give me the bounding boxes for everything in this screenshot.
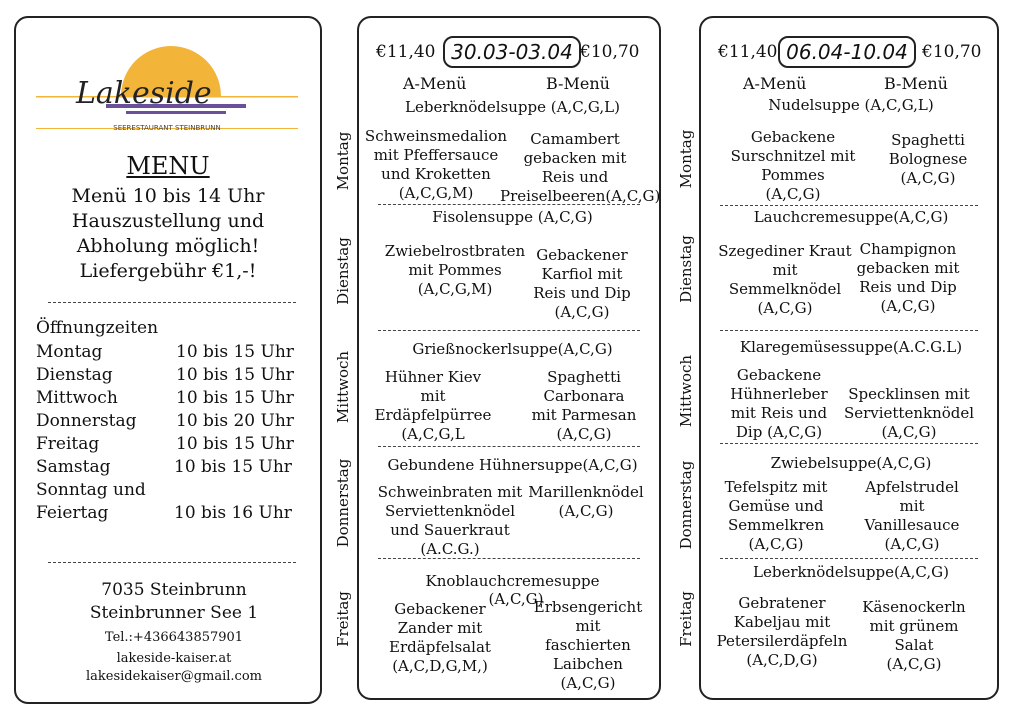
week1-b-dish: [522, 368, 646, 444]
week2-b-dish: [852, 478, 972, 554]
week1-day-label: Donnerstag: [334, 458, 352, 548]
hours-row: [36, 456, 306, 479]
hours-time: 10 bis 15 Uhr: [176, 434, 294, 454]
lakeside-logo: [36, 38, 298, 138]
dish-line: (A,C,G,L: [401, 425, 465, 443]
dish-line: Kabeljau mit: [733, 613, 831, 631]
hours-time: 10 bis 16 Uhr: [174, 503, 292, 523]
dish-line: Camambert: [530, 130, 620, 148]
week2-soup: Leberknödelsuppe(A,C,G): [753, 563, 949, 581]
logo-text: Lakeside: [76, 76, 212, 111]
week1-day-label: Freitag: [334, 591, 352, 647]
dish-line: (A,C,G): [880, 297, 936, 315]
dish-line: (A,C,G): [556, 425, 612, 443]
week2-a-dish: [712, 242, 858, 318]
dish-line: Salat: [894, 636, 934, 654]
dish-line: Champignon: [859, 240, 957, 258]
dish-line: Surschnitzel mit: [730, 147, 856, 165]
dish-line: mit Pfeffersauce: [373, 146, 499, 164]
dish-line: Spaghetti: [547, 368, 621, 386]
dish-line: Gebackener: [394, 600, 486, 618]
dish-line: Zwiebelrostbraten: [384, 242, 526, 260]
dish-line: mit grünem: [869, 617, 959, 635]
dish-line: Serviettenknödel: [384, 502, 516, 520]
phone-number: Tel.:+436643857901: [104, 630, 244, 645]
dish-line: Serviettenknödel: [843, 404, 975, 422]
divider: [378, 558, 640, 559]
divider: [378, 204, 640, 205]
hours-day: Donnerstag: [36, 411, 137, 431]
week2-b-dish: [852, 598, 976, 674]
week1-day-label: Dienstag: [334, 237, 352, 305]
hours-day: Freitag: [36, 434, 100, 454]
dish-line: (A,C,G): [886, 655, 942, 673]
week2-soup: Lauchcremesuppe(A,C,G): [753, 208, 949, 226]
dish-line: mit: [575, 617, 601, 635]
hours-row: [36, 341, 306, 364]
dish-line: Laibchen: [553, 655, 623, 673]
dish-line: mit: [420, 387, 446, 405]
dish-line: (A,C,G): [765, 185, 821, 203]
address-line2: Steinbrunner See 1: [89, 603, 259, 623]
dish-line: Petersilerdäpfeln: [716, 632, 848, 650]
dish-line: mit Parmesan: [531, 406, 637, 424]
dish-line: (A,C,G): [748, 535, 804, 553]
dish-line: Spaghetti: [891, 131, 965, 149]
week1-b-dish: [530, 598, 646, 693]
dish-line: Apfelstrudel: [865, 478, 959, 496]
dish-line: (A,C,G): [900, 169, 956, 187]
dish-line: Gebackener: [536, 246, 628, 264]
dish-line: und Kroketten: [381, 165, 491, 183]
hours-day: Montag: [36, 342, 103, 362]
intro-line: Hauszustellung und: [71, 210, 265, 232]
dish-line: (A,C,G): [558, 502, 614, 520]
week2-day-label: Freitag: [677, 591, 695, 647]
week1-soup-allergens: (A,C,G): [488, 590, 544, 608]
dish-line: (A,C,D,G): [746, 651, 818, 669]
week1-soup: Fisolensuppe (A,C,G): [432, 208, 593, 226]
dish-line: Reis und Dip: [533, 284, 631, 302]
week1-b-dish: [500, 130, 661, 206]
dish-line: Dip (A,C,G): [735, 423, 823, 441]
dish-line: Carbonara: [543, 387, 625, 405]
dish-line: (A,C,G,M): [398, 184, 474, 202]
dish-line: gebacken mit: [523, 149, 627, 167]
week2-soup: Zwiebelsuppe(A,C,G): [770, 454, 932, 472]
dish-line: Vanillesauce: [864, 516, 960, 534]
week2-b-dish: [852, 240, 964, 316]
dish-line: Hühnerleber: [730, 385, 828, 403]
dish-line: (A,C,G): [757, 299, 813, 317]
divider: [48, 302, 296, 303]
hours-time: 10 bis 15 Uhr: [176, 342, 294, 362]
dish-line: (A,C,G): [884, 535, 940, 553]
week1-soup: Grießnockerlsuppe(A,C,G): [412, 340, 613, 358]
dish-line: Gemüse und: [728, 497, 824, 515]
week1-a-dish: [370, 600, 510, 676]
hours-day: Feiertag: [36, 503, 109, 523]
dish-line: Reis und Dip: [859, 278, 957, 296]
logo-subtitle: SEERESTAURANT STEINBRUNN: [113, 124, 221, 132]
week1-date: 30.03-03.04: [443, 36, 581, 68]
week2-soup: Nudelsuppe (A,C,G,L): [768, 96, 934, 114]
dish-line: gebacken mit: [856, 259, 960, 277]
week1-soup: Leberknödelsuppe (A,C,G,L): [405, 98, 620, 116]
dish-line: Semmelkren: [727, 516, 825, 534]
hours-time: 10 bis 15 Uhr: [176, 365, 294, 385]
hours-time: 10 bis 20 Uhr: [176, 411, 294, 431]
hours-day: Dienstag: [36, 365, 113, 385]
hours-day: Sonntag und: [36, 480, 146, 500]
dish-line: Karfiol mit: [541, 265, 623, 283]
week1-price-a: €11,40: [376, 42, 436, 62]
week1-b-label: B-Menü: [546, 74, 610, 93]
week2-a-dish: [724, 366, 834, 442]
dish-line: Bolognese: [888, 150, 968, 168]
dish-line: (A,C,G,M): [417, 280, 493, 298]
hours-row: [36, 364, 306, 387]
dish-line: mit: [899, 497, 925, 515]
intro-line: Abholung möglich!: [76, 235, 260, 257]
divider: [378, 446, 640, 447]
week2-day-label: Mittwoch: [677, 354, 695, 428]
address-line1: 7035 Steinbrunn: [101, 580, 247, 600]
divider: [720, 443, 978, 444]
dish-line: Szegediner Kraut: [718, 242, 852, 260]
week2-day-label: Donnerstag: [677, 460, 695, 550]
dish-line: (A.C.G.): [420, 540, 480, 558]
dish-line: mit: [772, 261, 798, 279]
dish-line: (A,C,G): [554, 303, 610, 321]
hours-row: [36, 387, 306, 410]
week2-date: 06.04-10.04: [778, 36, 916, 68]
divider: [720, 205, 978, 206]
dish-line: Erdäpfelpürree: [374, 406, 492, 424]
dish-line: und Sauerkraut: [390, 521, 510, 539]
divider: [720, 558, 978, 559]
dish-line: Erbsengericht: [533, 598, 643, 616]
hours-time: 10 bis 15 Uhr: [174, 457, 292, 477]
dish-line: mit Pommes: [408, 261, 502, 279]
dish-line: Semmelknödel: [728, 280, 842, 298]
week1-b-dish: [524, 483, 648, 521]
dish-line: (A,C,G): [560, 674, 616, 692]
menu-title: MENU: [126, 152, 210, 180]
dish-line: Schweinbraten mit: [377, 483, 523, 501]
dish-line: Gebackene: [750, 128, 836, 146]
week2-soup: Klaregemüsessuppe(A.C.G.L): [739, 338, 963, 356]
week1-b-dish: [514, 246, 650, 322]
dish-line: Gebratener: [738, 594, 826, 612]
dish-line: Zander mit: [397, 619, 483, 637]
dish-line: Käsenockerln: [862, 598, 966, 616]
hours-row: [36, 410, 306, 433]
week1-price-b: €10,70: [580, 42, 640, 62]
week2-price-b: €10,70: [922, 42, 982, 62]
dish-line: (A,C,G): [881, 423, 937, 441]
dish-line: faschierten: [545, 636, 631, 654]
week1-a-dish: [372, 483, 528, 559]
hours-title: Öffnungzeiten: [36, 318, 159, 338]
week2-a-label: A-Menü: [743, 74, 807, 93]
intro-line: Menü 10 bis 14 Uhr: [71, 185, 265, 207]
week2-b-dish: [838, 385, 980, 442]
dish-line: Erdäpfelsalat: [389, 638, 491, 656]
dish-line: (A,C,D,G,M,): [392, 657, 488, 675]
dish-line: Pommes: [761, 166, 825, 184]
week1-a-dish: [368, 368, 498, 444]
divider: [720, 330, 978, 331]
opening-hours: [36, 341, 306, 525]
website-link[interactable]: lakeside-kaiser.at: [116, 651, 232, 666]
week1-soup: Knoblauchcremesuppe: [425, 572, 600, 590]
week2-a-dish: [718, 128, 868, 204]
week2-b-dish: [866, 131, 990, 188]
divider: [48, 562, 296, 563]
week1-a-dish: [363, 127, 509, 203]
week2-day-label: Montag: [677, 129, 695, 189]
divider: [378, 330, 640, 331]
dish-line: Reis und: [541, 168, 609, 186]
hours-day: Mittwoch: [36, 388, 118, 408]
hours-row: [36, 479, 306, 502]
week2-day-label: Dienstag: [677, 235, 695, 303]
week1-day-label: Mittwoch: [334, 350, 352, 424]
dish-line: Hühner Kiev: [384, 368, 482, 386]
week1-day-label: Montag: [334, 131, 352, 191]
week1-a-label: A-Menü: [403, 74, 467, 93]
week1-a-dish: [375, 242, 535, 299]
dish-line: Specklinsen mit: [848, 385, 970, 403]
week2-price-a: €11,40: [718, 42, 778, 62]
intro-line: Liefergebühr €1,-!: [79, 260, 257, 282]
dish-line: Gebackene: [736, 366, 822, 384]
email-link[interactable]: lakesidekaiser@gmail.com: [86, 669, 262, 684]
dish-line: Preiselbeeren(A,C,G): [500, 187, 661, 205]
dish-line: Tefelspitz mit: [724, 478, 828, 496]
dish-line: Marillenknödel: [528, 483, 644, 501]
hours-row: [36, 502, 306, 525]
week2-a-dish: [712, 478, 840, 554]
week2-a-dish: [712, 594, 852, 670]
hours-row: [36, 433, 306, 456]
dish-line: Schweinsmedalion: [364, 127, 508, 145]
dish-line: mit Reis und: [730, 404, 828, 422]
intro-text: [14, 184, 322, 284]
week1-soup: Gebundene Hühnersuppe(A,C,G): [387, 456, 638, 474]
hours-day: Samstag: [36, 457, 111, 477]
hours-time: 10 bis 15 Uhr: [176, 388, 294, 408]
week2-b-label: B-Menü: [884, 74, 948, 93]
